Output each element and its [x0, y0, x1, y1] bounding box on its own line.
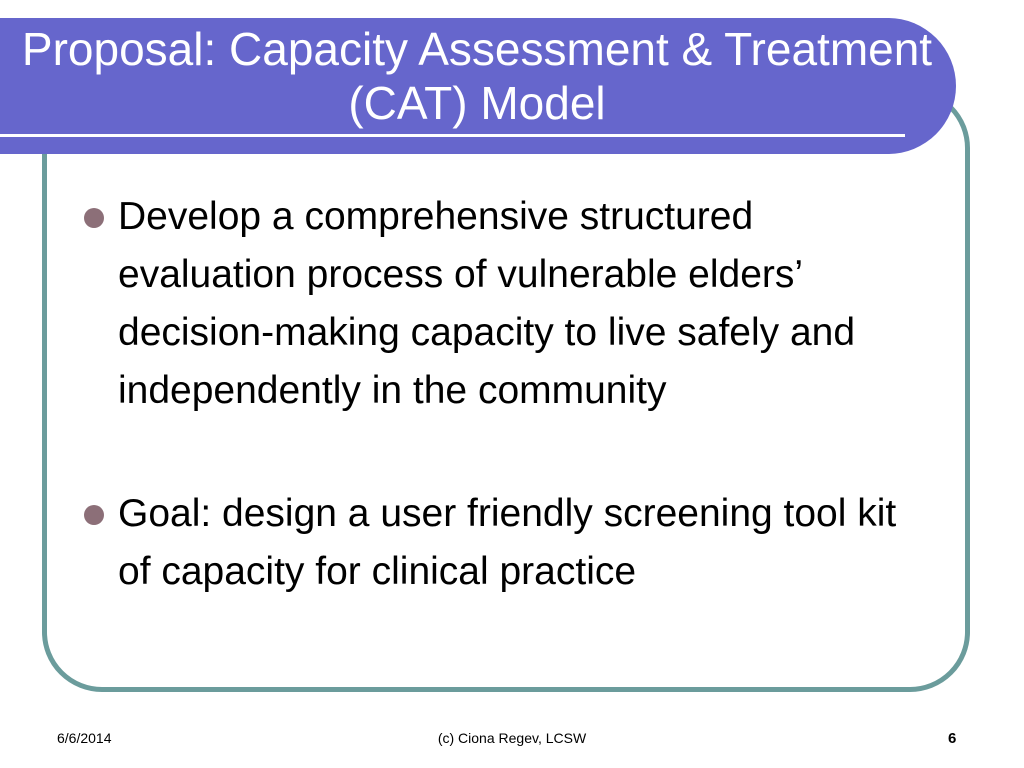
bullet-text: Develop a comprehensive structured evaluation process of vulnerable elders’ decision-making capacity to live safely and independently in the community: [118, 195, 856, 412]
bullet-item: [84, 485, 914, 601]
bullet-list: [84, 188, 914, 601]
bullet-dot-icon: [84, 208, 104, 228]
footer-date: 6/6/2014: [57, 730, 112, 746]
bullet-item: [84, 188, 914, 420]
page-number: 6: [948, 730, 957, 747]
title-underline: [0, 134, 905, 137]
bullet-dot-icon: [84, 505, 104, 525]
slide-title: Proposal: Capacity Assessment & Treatment (CAT) Model: [21, 23, 933, 129]
footer-author: (c) Ciona Regev, LCSW: [437, 730, 587, 746]
bullet-text: Goal: design a user friendly screening tool kit of capacity for clinical practice: [118, 492, 897, 593]
